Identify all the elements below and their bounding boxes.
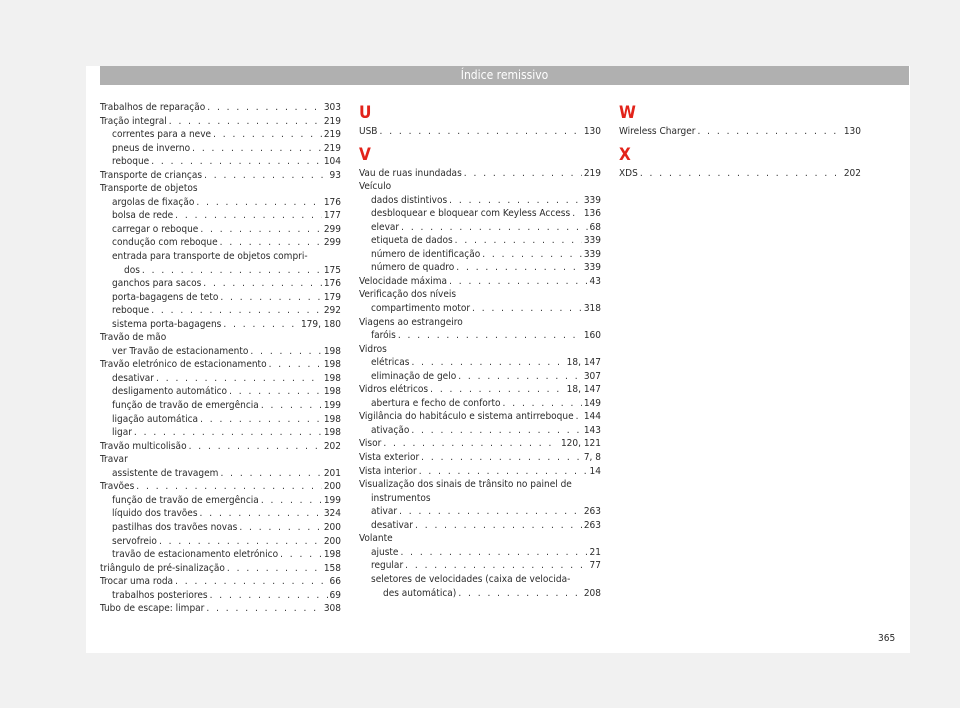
leader-dots (421, 451, 582, 465)
entry-label: eliminação de gelo (371, 370, 457, 382)
entry-label: abertura e fecho de conforto (371, 397, 501, 409)
index-entry (100, 426, 341, 440)
entry-page[interactable]: 18, 147 (566, 384, 601, 396)
index-entry (100, 182, 341, 196)
index-entry (100, 535, 341, 549)
index-entry (359, 180, 601, 194)
entry-label: Vidros (359, 343, 387, 355)
index-column-3 (619, 101, 861, 180)
leader-dots (200, 223, 322, 237)
leader-dots (640, 167, 842, 181)
entry-page[interactable]: 198 (323, 345, 341, 357)
index-entry (100, 413, 341, 427)
leader-dots (419, 465, 588, 479)
entry-page[interactable]: 198 (323, 359, 341, 371)
entry-page[interactable]: 175 (323, 264, 341, 276)
entry-label: regular (371, 560, 404, 572)
leader-dots (411, 356, 564, 370)
entry-label: Velocidade máxima (359, 275, 448, 287)
leader-dots (261, 494, 322, 508)
section-letter-x: X (619, 144, 631, 165)
entry-label: faróis (371, 330, 396, 342)
entry-page[interactable]: 308 (323, 603, 341, 615)
leader-dots (415, 519, 582, 533)
entry-label: pastilhas dos travões novas (112, 521, 238, 533)
entry-label: trabalhos posteriores (112, 589, 208, 601)
entry-page[interactable]: 198 (323, 427, 341, 439)
entry-page[interactable]: 176 (323, 196, 341, 208)
entry-list (359, 125, 601, 139)
entry-label: dos (124, 264, 140, 276)
index-entry (359, 505, 601, 519)
entry-label: Vista exterior (359, 452, 420, 464)
entry-list (359, 167, 601, 601)
entry-page[interactable]: 263 (583, 519, 601, 531)
leader-dots (401, 221, 587, 235)
leader-dots (220, 291, 321, 305)
entry-label: desligamento automático (112, 386, 228, 398)
entry-label: Travão de mão (100, 332, 167, 344)
leader-dots (200, 413, 322, 427)
leader-dots (229, 385, 322, 399)
entry-page[interactable]: 18, 147 (566, 357, 601, 369)
entry-label: Wireless Charger (619, 126, 696, 137)
index-entry (100, 358, 341, 372)
entry-page[interactable]: 339 (583, 262, 601, 274)
entry-page[interactable]: 318 (583, 303, 601, 315)
entry-page[interactable]: 136 (583, 208, 601, 220)
entry-page[interactable]: 200 (323, 535, 341, 547)
entry-page[interactable]: 130 (583, 126, 601, 137)
leader-dots (269, 358, 322, 372)
index-entry (359, 125, 601, 139)
index-entry (100, 372, 341, 386)
index-entry (359, 397, 601, 411)
entry-page[interactable]: 299 (323, 223, 341, 235)
entry-page[interactable]: 199 (323, 494, 341, 506)
page-number: 365 (878, 633, 896, 644)
entry-label: XDS (619, 167, 638, 179)
index-entry (359, 478, 601, 492)
entry-label: bolsa de rede (112, 210, 174, 222)
entry-label: Travar (100, 454, 128, 466)
entry-label: USB (359, 126, 378, 137)
entry-page[interactable]: 143 (583, 424, 601, 436)
index-entry (359, 343, 601, 357)
index-entry (100, 236, 341, 250)
index-entry (359, 383, 601, 397)
leader-dots (458, 370, 582, 384)
entry-label: Tração integral (100, 115, 167, 127)
index-column-1 (100, 101, 341, 616)
entry-page[interactable]: 21 (589, 546, 601, 558)
entry-page[interactable]: 77 (589, 560, 601, 572)
leader-dots (151, 304, 322, 318)
entry-page[interactable]: 292 (323, 305, 341, 317)
entry-label: triângulo de pré-sinalização (100, 562, 225, 574)
index-entry (100, 196, 341, 210)
entry-label: elevar (371, 221, 400, 233)
index-entry (359, 207, 601, 221)
entry-label: ver Travão de estacionamento (112, 345, 249, 357)
entry-label: condução com reboque (112, 237, 218, 249)
index-entry (100, 480, 341, 494)
leader-dots (697, 125, 841, 139)
leader-dots (411, 424, 581, 438)
entry-label: Vau de ruas inundadas (359, 167, 462, 179)
entry-page[interactable]: 198 (323, 386, 341, 398)
entry-label: pneus de inverno (112, 142, 191, 154)
leader-dots (430, 383, 565, 397)
leader-dots (169, 115, 322, 129)
index-entry (100, 399, 341, 413)
leader-dots (239, 521, 322, 535)
entry-page[interactable]: 144 (583, 411, 601, 423)
leader-dots (200, 507, 322, 521)
entry-page[interactable]: 208 (583, 587, 601, 599)
entry-page[interactable]: 198 (323, 413, 341, 425)
entry-label: Veículo (359, 181, 392, 193)
entry-label: desbloquear e bloquear com Keyless Access (371, 208, 571, 220)
index-entry (619, 125, 861, 139)
entry-label: servofreio (112, 535, 157, 547)
leader-dots (210, 589, 328, 603)
entry-label: dados distintivos (371, 194, 448, 206)
leader-dots (458, 587, 582, 601)
index-entry (359, 288, 601, 302)
entry-page[interactable]: 43 (589, 275, 601, 287)
index-entry (359, 519, 601, 533)
index-entry (359, 275, 601, 289)
index-entry (100, 331, 341, 345)
entry-label: des automática) (383, 587, 457, 599)
index-entry (359, 532, 601, 546)
leader-dots (250, 345, 321, 359)
entry-label: Trabalhos de reparação (100, 102, 206, 113)
index-entry (100, 115, 341, 129)
entry-label: Tubo de escape: limpar (100, 603, 205, 615)
index-entry (619, 167, 861, 181)
leader-dots (400, 546, 587, 560)
index-entry (100, 589, 341, 603)
index-entry (100, 318, 341, 332)
leader-dots (383, 437, 559, 451)
index-entry (359, 302, 601, 316)
entry-label: entrada para transporte de objetos compri- (112, 251, 308, 263)
entry-page[interactable]: 149 (583, 397, 601, 409)
entry-page[interactable]: 199 (323, 400, 341, 412)
entry-label: ligar (112, 427, 132, 439)
index-entry (359, 356, 601, 370)
leader-dots (572, 207, 582, 221)
index-entry (100, 548, 341, 562)
leader-dots (159, 535, 322, 549)
entry-page[interactable]: 303 (323, 102, 341, 113)
index-entry (100, 602, 341, 616)
entry-page[interactable]: 263 (583, 506, 601, 518)
entry-page[interactable]: 201 (323, 467, 341, 479)
leader-dots (503, 397, 582, 411)
leader-dots (151, 155, 322, 169)
leader-dots (227, 562, 322, 576)
index-entry (359, 370, 601, 384)
index-entry (359, 329, 601, 343)
leader-dots (261, 399, 322, 413)
entry-page[interactable]: 324 (323, 508, 341, 520)
index-entry (359, 559, 601, 573)
leader-dots (379, 125, 581, 139)
index-entry (100, 507, 341, 521)
entry-page[interactable]: 202 (323, 440, 341, 452)
index-entry (359, 465, 601, 479)
entry-label: etiqueta de dados (371, 235, 453, 247)
entry-label: líquido dos travões (112, 508, 198, 520)
entry-label: Transporte de objetos (100, 183, 198, 195)
leader-dots (192, 142, 322, 156)
index-entry (100, 277, 341, 291)
entry-label: Travão multicolisão (100, 440, 187, 452)
entry-label: argolas de fixação (112, 196, 195, 208)
leader-dots (455, 234, 582, 248)
entry-label: Visualização dos sinais de trânsito no painel de (359, 479, 572, 491)
index-entry (100, 128, 341, 142)
entry-list (619, 167, 861, 181)
entry-list (619, 125, 861, 139)
entry-label: desativar (371, 519, 414, 531)
entry-label: Verificação dos níveis (359, 289, 457, 301)
leader-dots (204, 169, 327, 183)
index-entry (100, 575, 341, 589)
index-entry (100, 291, 341, 305)
leader-dots (405, 559, 587, 573)
index-entry (359, 221, 601, 235)
index-entry (359, 234, 601, 248)
index-entry (100, 440, 341, 454)
index-entry (359, 167, 601, 181)
entry-label: Vidros elétricos (359, 384, 429, 396)
entry-label: ligação automática (112, 413, 199, 425)
entry-page[interactable]: 69 (329, 589, 341, 601)
leader-dots (196, 196, 321, 210)
entry-label: porta-bagagens de teto (112, 291, 219, 303)
entry-label: sistema porta-bagagens (112, 318, 222, 330)
index-entry (100, 304, 341, 318)
entry-label: compartimento motor (371, 303, 471, 315)
leader-dots (213, 128, 322, 142)
leader-dots (456, 261, 582, 275)
index-entry (100, 562, 341, 576)
index-entry (359, 437, 601, 451)
entry-label: número de identificação (371, 248, 481, 260)
index-entry (100, 155, 341, 169)
index-entry (100, 494, 341, 508)
entry-page[interactable]: 219 (323, 129, 341, 141)
index-entry (100, 453, 341, 467)
entry-label: ajuste (371, 546, 399, 558)
entry-page[interactable]: 179 (323, 291, 341, 303)
leader-dots (175, 209, 322, 223)
index-entry (100, 250, 341, 264)
entry-label: reboque (112, 156, 150, 168)
entry-label: Volante (359, 533, 393, 545)
index-entry (359, 194, 601, 208)
entry-label: número de quadro (371, 262, 455, 274)
entry-page[interactable]: 200 (323, 481, 341, 493)
index-entry (359, 587, 601, 601)
entry-label: ativação (371, 424, 410, 436)
entry-label: ativar (371, 506, 398, 518)
index-entry (359, 410, 601, 424)
entry-page[interactable]: 130 (843, 126, 861, 137)
leader-dots (398, 329, 582, 343)
leader-dots (482, 248, 582, 262)
entry-page[interactable]: 339 (583, 248, 601, 260)
entry-label: Travões (100, 481, 135, 493)
entry-label: Visor (359, 438, 382, 450)
index-entry (100, 142, 341, 156)
index-entry (359, 316, 601, 330)
index-entry (359, 546, 601, 560)
leader-dots (207, 101, 322, 115)
entry-label: função de travão de emergência (112, 494, 259, 506)
leader-dots (189, 440, 322, 454)
leader-dots (223, 318, 299, 332)
index-entry (100, 101, 341, 115)
entry-page[interactable]: 339 (583, 194, 601, 206)
index-entry (359, 492, 601, 506)
entry-label: correntes para a neve (112, 129, 212, 141)
index-entry (100, 264, 341, 278)
leader-dots (220, 236, 322, 250)
entry-page[interactable]: 160 (583, 330, 601, 342)
entry-page[interactable]: 158 (323, 562, 341, 574)
entry-label: carregar o reboque (112, 223, 199, 235)
index-entry (100, 169, 341, 183)
index-entry (100, 209, 341, 223)
index-entry (359, 451, 601, 465)
entry-label: instrumentos (371, 492, 431, 504)
entry-label: elétricas (371, 357, 410, 369)
entry-page[interactable]: 66 (329, 576, 341, 588)
entry-page[interactable]: 307 (583, 370, 601, 382)
leader-dots (156, 372, 322, 386)
entry-label: reboque (112, 305, 150, 317)
entry-label: Vigilância do habitáculo e sistema antirreboque (359, 411, 574, 423)
entry-label: Viagens ao estrangeiro (359, 316, 463, 328)
entry-label: seletores de velocidades (caixa de velocida- (371, 573, 571, 585)
index-entry (100, 521, 341, 535)
leader-dots (206, 602, 321, 616)
leader-dots (449, 194, 582, 208)
index-entry (100, 385, 341, 399)
entry-list (100, 101, 341, 616)
entry-page[interactable]: 198 (323, 549, 341, 561)
entry-page[interactable]: 120, 121 (560, 438, 601, 450)
entry-page[interactable]: 198 (323, 372, 341, 384)
entry-page[interactable]: 7, 8 (583, 452, 601, 464)
entry-label: travão de estacionamento eletrónico (112, 549, 279, 561)
entry-page[interactable]: 68 (589, 221, 601, 233)
leader-dots (464, 167, 582, 181)
entry-page[interactable]: 219 (583, 167, 601, 179)
leader-dots (472, 302, 582, 316)
leader-dots (280, 548, 322, 562)
entry-label: assistente de travagem (112, 467, 219, 479)
section-letter-w: W (619, 103, 636, 123)
entry-label: ganchos para sacos (112, 278, 202, 290)
index-entry (359, 261, 601, 275)
entry-label: desativar (112, 372, 155, 384)
section-letter-u: U (359, 103, 372, 123)
entry-page[interactable]: 299 (323, 237, 341, 249)
entry-page[interactable]: 179, 180 (300, 318, 341, 330)
index-entry (359, 424, 601, 438)
leader-dots (134, 426, 322, 440)
entry-page[interactable]: 219 (323, 142, 341, 154)
entry-page[interactable]: 177 (323, 210, 341, 222)
entry-label: Transporte de crianças (100, 169, 203, 181)
index-column-2 (359, 101, 601, 600)
leader-dots (220, 467, 321, 481)
leader-dots (576, 410, 582, 424)
leader-dots (399, 505, 582, 519)
entry-label: Trocar uma roda (100, 576, 174, 588)
entry-page[interactable]: 219 (323, 115, 341, 127)
entry-label: função de travão de emergência (112, 400, 259, 412)
leader-dots (175, 575, 327, 589)
index-entry (100, 467, 341, 481)
leader-dots (449, 275, 587, 289)
entry-label: Vista interior (359, 465, 417, 477)
leader-dots (136, 480, 322, 494)
leader-dots (142, 264, 322, 278)
index-entry (100, 223, 341, 237)
leader-dots (203, 277, 322, 291)
entry-page[interactable]: 339 (583, 235, 601, 247)
entry-page[interactable]: 200 (323, 521, 341, 533)
entry-page[interactable]: 176 (323, 278, 341, 290)
index-entry (359, 573, 601, 587)
entry-label: Travão eletrónico de estacionamento (100, 359, 267, 371)
section-letter-v: V (359, 144, 371, 165)
entry-page[interactable]: 202 (843, 167, 861, 179)
page-header: Índice remissivo (100, 66, 909, 85)
entry-page[interactable]: 93 (329, 169, 341, 181)
entry-page[interactable]: 104 (323, 156, 341, 168)
entry-page[interactable]: 14 (589, 465, 601, 477)
index-entry (359, 248, 601, 262)
index-entry (100, 345, 341, 359)
